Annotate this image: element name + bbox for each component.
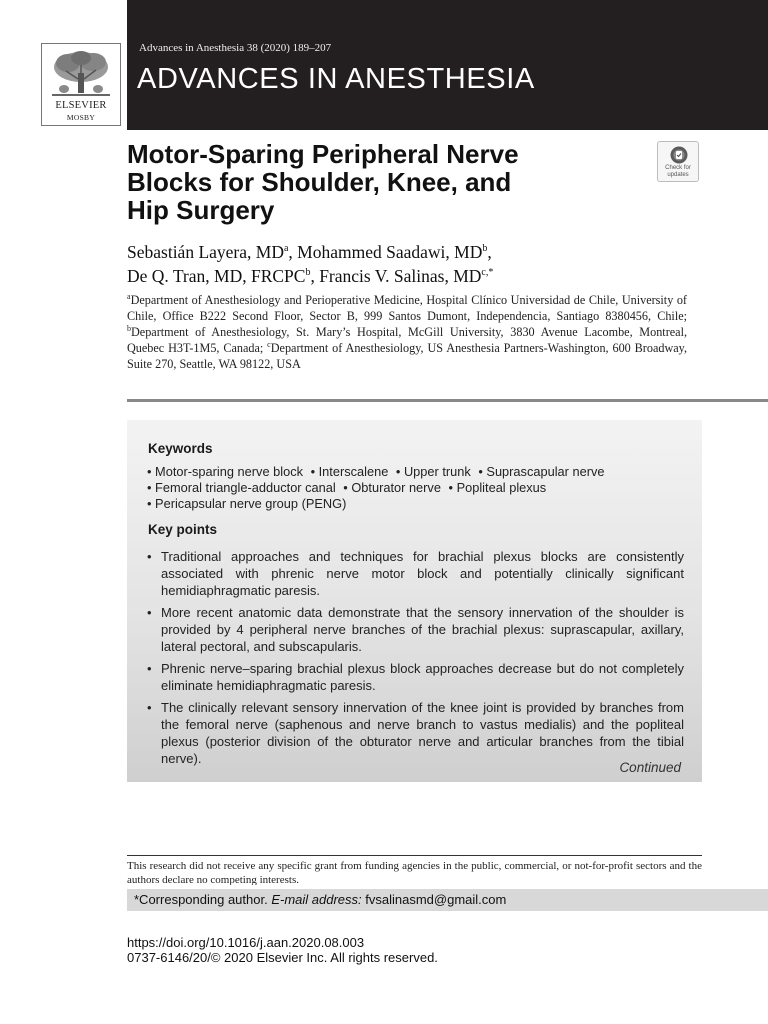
keyword-line — [147, 480, 692, 496]
doi-link[interactable]: https://doi.org/10.1016/j.aan.2020.08.003 — [127, 935, 365, 950]
author-affiliation-mark: c,* — [481, 267, 494, 279]
footnote-rule — [127, 855, 702, 856]
journal-citation: Advances in Anesthesia 38 (2020) 189–207 — [139, 42, 332, 54]
keyword-list — [147, 464, 692, 512]
author-name: Sebastián Layera, MD — [127, 242, 284, 262]
publisher-logo — [41, 43, 121, 126]
corresponding-email-link[interactable]: fvsalinasmd@gmail.com — [365, 892, 507, 907]
affiliation-text: Department of Anesthesiology and Perioperative Medicine, Hospital Clínico Universidad de Chile, University of Chile, Office B222 Second Floor, Sector B, 999 Santos Dumont, Independencia, Santiago 8380456, Chile; — [127, 293, 687, 323]
keyword: • Upper trunk — [396, 464, 471, 479]
keyword: • Motor-sparing nerve block — [147, 464, 303, 479]
author-list: Sebastián Layera, $MD^a$, Mohammed Saadawi, $MD^b$, De Q. Tran, MD, FRCPC$^b$, Francis V. Salinas, $MD^{c,*}$ — [127, 242, 494, 286]
author-name: De Q. Tran, MD, FRCPC — [127, 266, 306, 286]
article-title — [127, 140, 647, 224]
check-for-updates-label: Check for updates — [665, 165, 691, 178]
key-point: • The clinically relevant sensory innervation of the knee joint is provided by branches from the femoral nerve (saphenous and nerve branch to vastus medialis) and the popliteal plexus (posterior division of the obturator nerve and articular branches from the tibial nerve). — [147, 699, 684, 767]
affiliation-text: Department of Anesthesiology, St. Mary’s Hospital, McGill University, 3830 Avenue Lacombe, Montreal, Quebec H3T-1M5, Canada; — [127, 325, 687, 355]
title-line: Blocks for Shoulder, Knee, and — [127, 167, 512, 197]
check-for-updates-button[interactable] — [657, 141, 699, 182]
corresponding-author-bar — [127, 889, 768, 911]
author-affiliation-mark: a — [283, 243, 289, 255]
key-point: • Phrenic nerve–sparing brachial plexus block approaches decrease but do not completely eliminate hemidiaphragmatic paresis. — [147, 660, 684, 694]
affiliation-text: Department of Anesthesiology, US Anesthesia Partners-Washington, 600 Broadway, Suite 270, Seattle, WA 98122, USA — [127, 341, 688, 371]
affiliations — [127, 292, 687, 372]
email-label: E-mail address: — [271, 892, 362, 907]
keywords-panel — [127, 420, 702, 782]
journal-title: ADVANCES IN ANESTHESIA — [137, 63, 535, 95]
keyword: • Popliteal plexus — [449, 480, 547, 495]
keyword: • Obturator nerve — [343, 480, 441, 495]
key-point: • More recent anatomic data demonstrate that the sensory innervation of the shoulder is provided by 4 peripheral nerve branches of the brachial plexus: suprascapular, axillary, lateral pectoral, and subscapularis. — [147, 604, 684, 655]
title-line: Motor-Sparing Peripheral Nerve — [127, 139, 519, 169]
author-name: Francis V. Salinas, MD — [319, 266, 482, 286]
affiliation-key: a — [127, 291, 131, 301]
affiliation-key: c — [267, 339, 271, 349]
author-affiliation-mark: b — [305, 267, 311, 279]
keywords-heading: Keywords — [148, 441, 213, 456]
corresponding-author-label: *Corresponding author. — [134, 892, 268, 907]
keyword: • Pericapsular nerve group (PENG) — [147, 496, 346, 511]
elsevier-tree-icon — [48, 49, 114, 99]
key-point: • Traditional approaches and techniques for brachial plexus blocks are consistently associated with phrenic nerve motor block and potentially clinically significant hemidiaphragmatic paresis. — [147, 548, 684, 599]
author-name: Mohammed Saadawi, MD — [297, 242, 483, 262]
keyword: • Interscalene — [311, 464, 389, 479]
key-points-heading: Key points — [148, 522, 218, 537]
key-points-list — [147, 548, 684, 772]
check-for-updates-icon — [670, 146, 688, 164]
copyright-notice: 0737-6146/20/© 2020 Elsevier Inc. All rights reserved. — [127, 950, 438, 965]
publisher-name: ELSEVIER — [55, 100, 107, 111]
title-line: Hip Surgery — [127, 195, 275, 225]
author-affiliation-mark: b — [482, 243, 488, 255]
affiliation-key: b — [127, 323, 131, 333]
keyword: • Femoral triangle-adductor canal — [147, 480, 336, 495]
keyword: • Suprascapular nerve — [478, 464, 604, 479]
corresponding-author — [134, 892, 506, 907]
continued-label: Continued — [619, 760, 681, 775]
imprint-name: MOSBY — [66, 113, 96, 122]
journal-header — [127, 0, 768, 130]
section-divider — [127, 399, 768, 402]
keyword-line — [147, 464, 692, 480]
keyword-line — [147, 496, 692, 512]
funding-note: This research did not receive any specific grant from funding agencies in the public, commercial, or not-for-profit sectors and the authors declare no competing interests. — [127, 860, 702, 885]
